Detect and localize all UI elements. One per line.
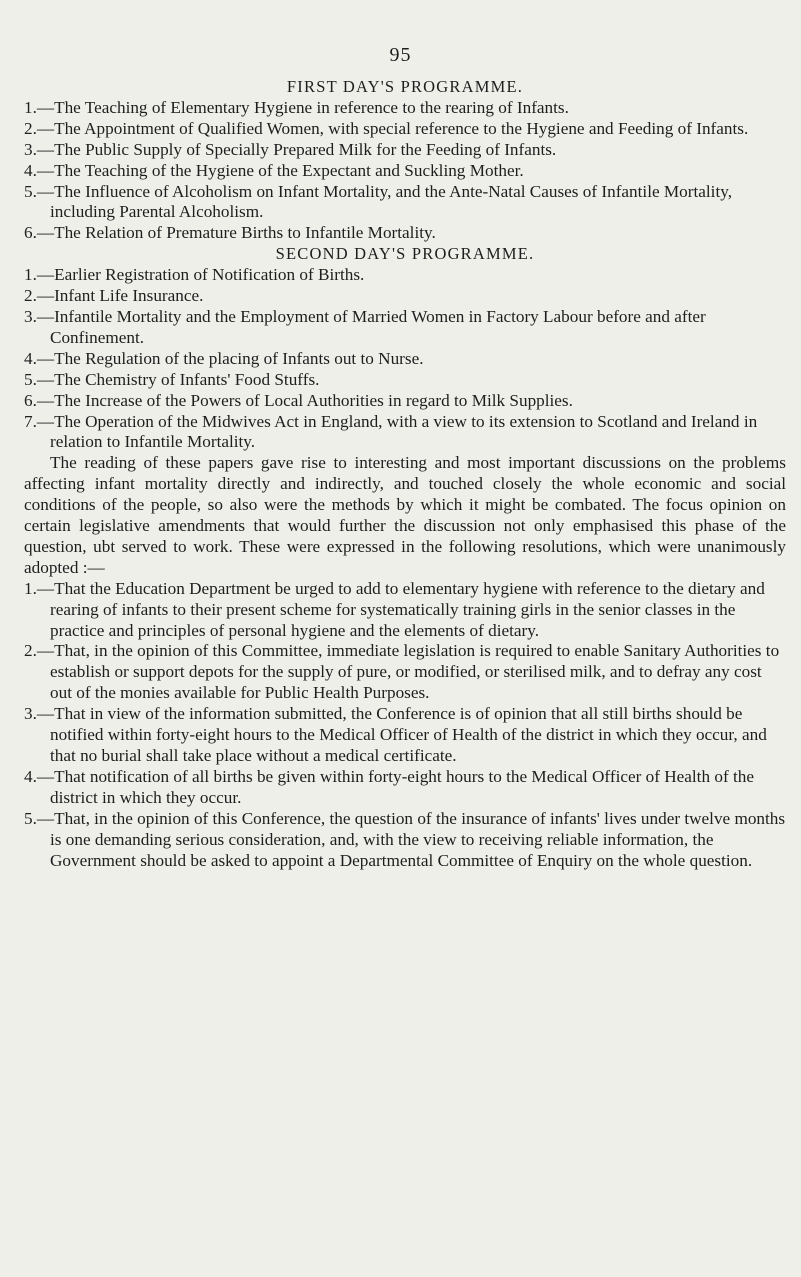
first-day-heading: FIRST DAY'S PROGRAMME. [286,77,524,96]
list-item: 4.—The Teaching of the Hygiene of the Expectant and Suckling Mother. [24,160,524,180]
page-content [24,77,786,871]
resolution-item: 1.—That the Education Department be urged to add to elementary hygiene with reference to the dietary and rearing of infants to their present scheme for systematically training girls in the senior classes in the practice and principles of personal hygiene and the elements of dietary. [24,578,765,640]
list-item: 3.—The Public Supply of Specially Prepared Milk for the Feeding of Infants. [24,139,557,159]
page-number: 95 [389,44,412,66]
list-item: 5.—The Chemistry of Infants' Food Stuffs. [24,369,320,389]
list-item: 1.—The Teaching of Elementary Hygiene in reference to the rearing of Infants. [24,97,569,117]
resolution-item: 5.—That, in the opinion of this Conference, the question of the insurance of infants' lives under twelve months is one demanding serious consideration, and, with the view to receiving reliable information, the Government should be asked to appoint a Departmental Committee of Enquiry on the whole question. [24,808,786,870]
second-day-list [24,265,786,453]
list-item: 6.—The Relation of Premature Births to Infantile Mortality. [24,223,436,243]
list-item: 6.—The Increase of the Powers of Local Authorities in regard to Milk Supplies. [24,390,573,410]
resolution-item: 4.—That notification of all births be given within forty-eight hours to the Medical Officer of Health of the district in which they occur. [24,766,754,807]
list-item: 3.—Infantile Mortality and the Employment of Married Women in Factory Labour before and after Confinement. [24,306,706,347]
list-item: 1.—Earlier Registration of Notification of Births. [24,265,365,285]
list-item: 2.—Infant Life Insurance. [24,286,204,306]
first-day-list [24,98,786,244]
discussion-paragraph: The reading of these papers gave rise to interesting and most important discussions on the problems affecting infant mortality directly and indirectly, and touched closely the whole economic and social conditions of the people, so also were the methods by which it might be combated. The focus opinion on certain legislative amendments that would further the discussion not only emphasised this phase of the question, ubt served to work. These were expressed in the following resolutions, which were unanimously adopted :— [24,453,786,577]
list-item: 4.—The Regulation of the placing of Infants out to Nurse. [24,348,424,368]
resolution-item: 3.—That in view of the information submitted, the Conference is of opinion that all still births should be notified within forty-eight hours to the Medical Officer of Health of the district in which they occur, and that no burial shall take place without a medical certificate. [24,704,767,765]
list-item: 7.—The Operation of the Midwives Act in England, with a view to its extension to Scotland and Ireland in relation to Infantile Mortality. [24,411,758,452]
list-item: 5.—The Influence of Alcoholism on Infant Mortality, and the Ante-Natal Causes of Infantile Mortality, including Parental Alcoholism. [24,181,732,222]
resolutions-list [24,579,786,872]
resolution-item: 2.—That, in the opinion of this Committee, immediate legislation is required to enable Sanitary Authorities to establish or support depots for the supply of pure, or modified, or sterilised milk, and to defray any cost out of the monies available for Public Health Purposes. [24,641,780,703]
list-item: 2.—The Appointment of Qualified Women, with special reference to the Hygiene and Feeding of Infants. [24,118,749,138]
second-day-heading: SECOND DAY'S PROGRAMME. [275,244,535,264]
